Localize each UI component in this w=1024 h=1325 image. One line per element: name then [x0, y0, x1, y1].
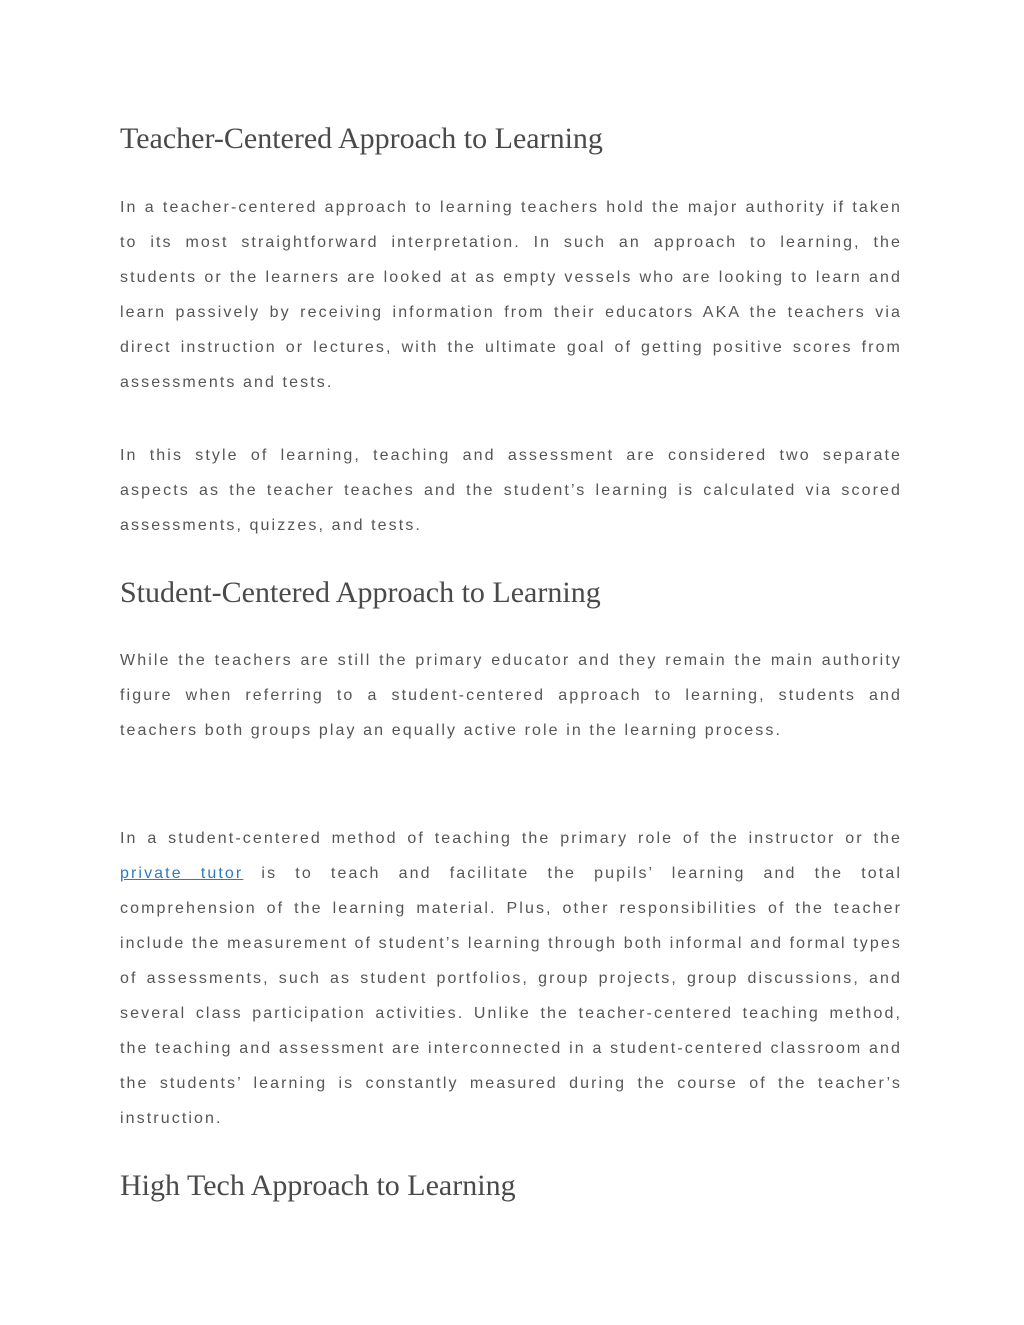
heading-high-tech: High Tech Approach to Learning: [120, 1169, 516, 1202]
heading-teacher-centered: Teacher-Centered Approach to Learning: [120, 122, 603, 155]
paragraph-student-2-before: In a student-centered method of teaching the primary role of the instructor or the: [120, 830, 902, 847]
paragraph-student-2-after: is to teach and facilitate the pupils’ learning and the total comprehension of the learning material. Plus, other responsibilities of the teacher include the measurement of student’s learning through both informal and formal types of assessments, such as student portfolios, group projects, group discussions, and several class participation activities. Unlike the teacher-centered teaching method, the teaching and assessment are interconnected in a student-centered classroom and the students’ learning is constantly measured during the course of the teacher’s instruction.: [120, 865, 902, 1127]
paragraph-student-2: [120, 821, 902, 1136]
paragraph-student-1: While the teachers are still the primary educator and they remain the main authority figure when referring to a student-centered approach to learning, students and teachers both groups play an equally active role in the learning process.: [120, 652, 902, 739]
private-tutor-link[interactable]: private tutor: [120, 865, 244, 882]
paragraph-teacher-2: In this style of learning, teaching and assessment are considered two separate aspects as the teacher teaches and the student’s learning is calculated via scored assessments, quizzes, and tests.: [120, 447, 902, 534]
paragraph-teacher-1: In a teacher-centered approach to learning teachers hold the major authority if taken to its most straightforward interpretation. In such an approach to learning, the students or the learners are looked at as empty vessels who are looking to learn and learn passively by receiving information from their educators AKA the teachers via direct instruction or lectures, with the ultimate goal of getting positive scores from assessments and tests.: [120, 199, 902, 391]
heading-student-centered: Student-Centered Approach to Learning: [120, 576, 601, 609]
